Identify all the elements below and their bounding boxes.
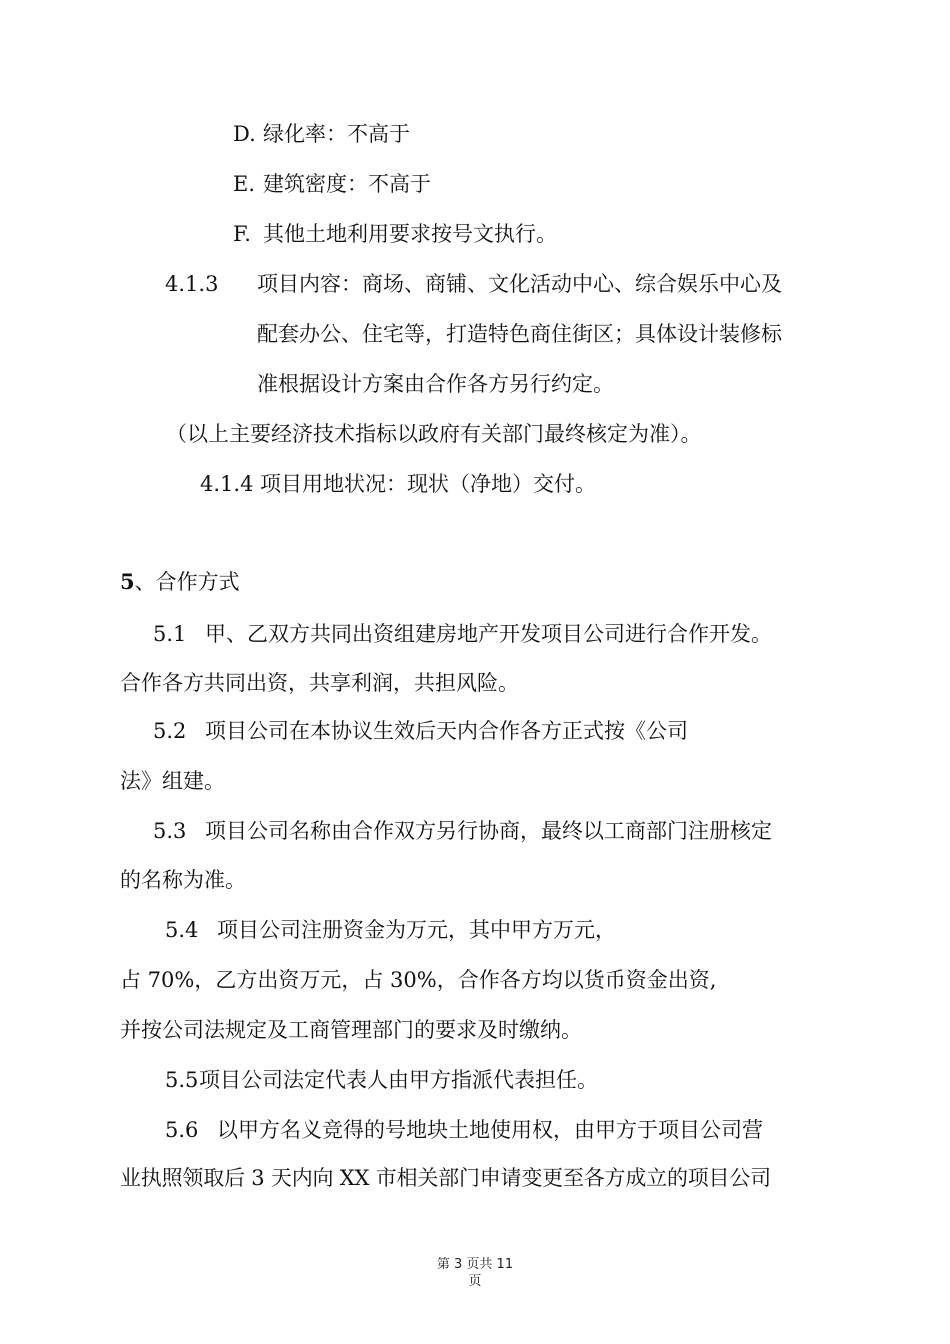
clause-number: 5.1 (153, 622, 187, 646)
list-text: 建筑密度：不高于 (263, 172, 431, 196)
section-4-1-3-line: 项目内容：商场、商铺、文化活动中心、综合娱乐中心及 (257, 272, 782, 296)
clause-5-3 (153, 817, 772, 845)
clause-text: 项目公司注册资金为万元，其中甲方万元， (217, 918, 616, 942)
indicator-note: （以上主要经济技术指标以政府有关部门最终核定为准）。 (166, 422, 702, 446)
clause-number: 5.5 (165, 1068, 199, 1092)
clause-5-2 (153, 717, 688, 745)
clause-5-1 (153, 620, 772, 648)
list-item-d (233, 120, 410, 148)
section-5-number: 5 (120, 569, 135, 594)
list-text: 其他土地利用要求按号文执行。 (263, 222, 557, 246)
section-number-4-1-3: 4.1.3 (165, 272, 219, 296)
clause-5-4 (165, 916, 616, 944)
section-5-heading (120, 568, 240, 596)
clause-text: 项目公司在本协议生效后天内合作各方正式按《公司 (205, 719, 688, 743)
page-footer-line2: 页 (468, 1274, 482, 1289)
list-item-e (233, 170, 431, 198)
clause-text: 以甲方名义竞得的号地块土地使用权，由甲方于项目公司营 (217, 1118, 763, 1142)
list-marker: F. (233, 222, 251, 246)
clause-number: 5.4 (165, 918, 199, 942)
list-marker: E. (233, 172, 256, 196)
section-4-1-3-line: 准根据设计方案由合作各方另行约定。 (257, 372, 614, 396)
section-number: 4.1.4 (200, 472, 254, 496)
clause-5-6-cont: 业执照领取后 3 天内向 XX 市相关部门申请变更至各方成立的项目公司 (120, 1166, 771, 1190)
clause-5-4-cont: 并按公司法规定及工商管理部门的要求及时缴纳。 (120, 1018, 582, 1042)
page-footer-line1: 第 3 页共 11 (436, 1257, 514, 1272)
clause-number: 5.2 (153, 719, 187, 743)
clause-5-4-cont: 占 70%，乙方出资万元，占 30%，合作各方均以货币资金出资, (120, 968, 717, 992)
clause-5-1-cont: 合作各方共同出资，共享利润，共担风险。 (120, 671, 519, 695)
clause-5-2-cont: 法》组建。 (120, 769, 225, 793)
list-marker: D. (233, 122, 256, 146)
section-5-title: 、合作方式 (134, 570, 240, 594)
section-4-1-4 (200, 470, 596, 498)
list-item-f (233, 220, 557, 248)
clause-text: 甲、乙双方共同出资组建房地产开发项目公司进行合作开发。 (205, 622, 772, 646)
list-text: 绿化率：不高于 (263, 122, 410, 146)
clause-5-3-cont: 的名称为准。 (120, 868, 246, 892)
clause-text: 项目公司名称由合作双方另行协商，最终以工商部门注册核定 (205, 819, 772, 843)
section-4-1-3-line: 配套办公、住宅等，打造特色商住街区；具体设计装修标 (257, 322, 782, 346)
clause-text: 项目公司法定代表人由甲方指派代表担任。 (199, 1068, 598, 1092)
clause-number: 5.3 (153, 819, 187, 843)
clause-5-5 (165, 1066, 598, 1094)
clause-5-6 (165, 1116, 763, 1144)
clause-number: 5.6 (165, 1118, 199, 1142)
section-text: 项目用地状况：现状（净地）交付。 (260, 472, 596, 496)
